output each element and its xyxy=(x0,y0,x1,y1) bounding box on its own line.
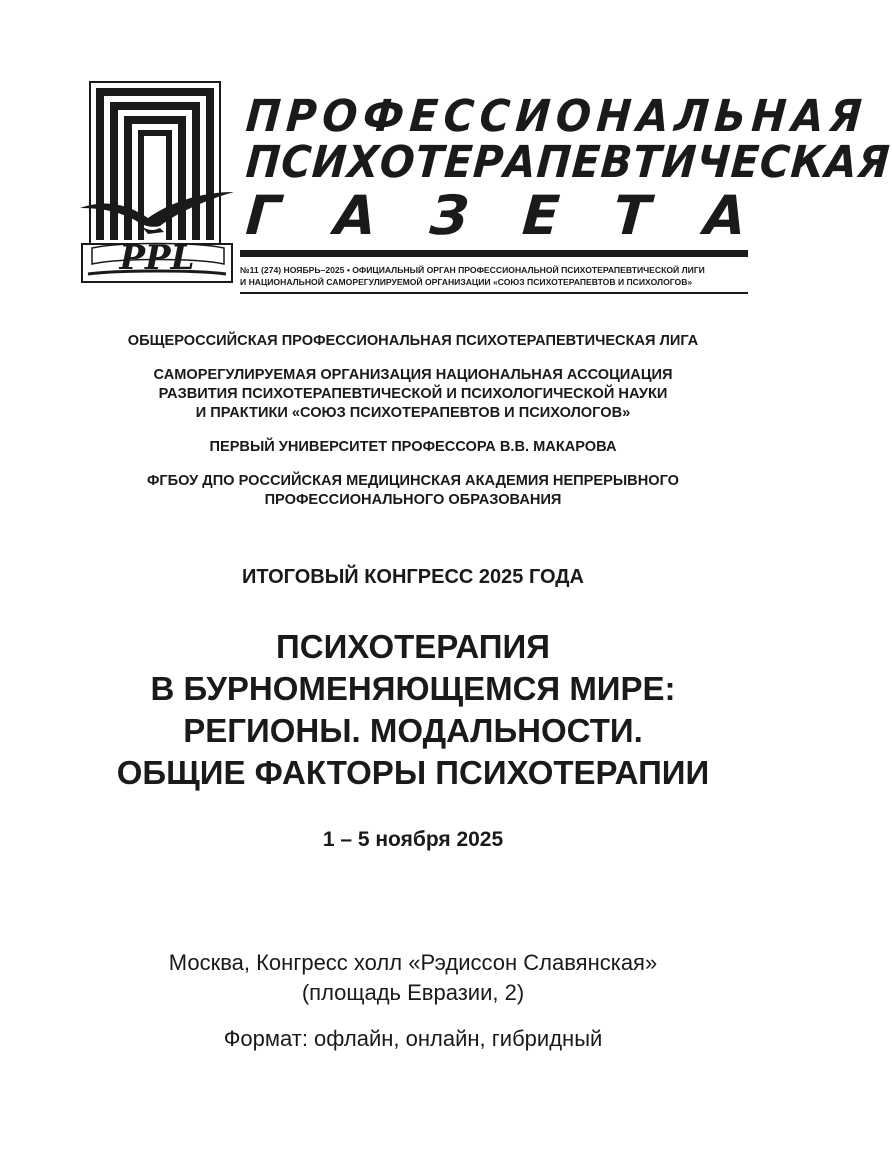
event-format: Формат: офлайн, онлайн, гибридный xyxy=(223,1026,603,1051)
title-letter: А xyxy=(332,184,379,247)
organizer-4 xyxy=(60,472,766,510)
event-dates: 1 – 5 ноября 2025 xyxy=(322,828,504,851)
title-letter: Т xyxy=(611,184,653,247)
title-line-3 xyxy=(243,184,749,247)
issue-info-line-1: №11 (274) НОЯБРЬ–2025 • ОФИЦИАЛЬНЫЙ ОРГАН ПРОФЕССИОНАЛЬНОЙ ПСИХОТЕРАПЕВТИЧЕСКОЙ ЛИГИ xyxy=(240,265,705,275)
venue-line-1: Москва, Конгресс холл «Рэдиссон Славянская» xyxy=(168,950,658,975)
event-title-line: ПСИХОТЕРАПИЯ xyxy=(276,628,550,665)
newspaper-title xyxy=(243,91,892,247)
title-letter: Е xyxy=(520,184,562,247)
organizer-2 xyxy=(60,366,766,423)
congress-heading: ИТОГОВЫЙ КОНГРЕСС 2025 ГОДА xyxy=(241,566,584,588)
title-line-2 xyxy=(244,137,892,188)
organizer-4-line-2: ПРОФЕССИОНАЛЬНОГО ОБРАЗОВАНИЯ xyxy=(264,492,562,508)
title-line-1 xyxy=(244,91,869,142)
title-line-2-text: ПСИХОТЕРАПЕВТИЧЕСКАЯ xyxy=(244,137,892,188)
title-letter: З xyxy=(427,184,471,247)
organizer-4-line-1: ФГБОУ ДПО РОССИЙСКАЯ МЕДИЦИНСКАЯ АКАДЕМИЯ НЕПРЕРЫВНОГО xyxy=(146,473,680,489)
event-title-line: В БУРНОМЕНЯЮЩЕМСЯ МИРЕ: xyxy=(150,670,676,707)
event-title xyxy=(40,626,786,794)
title-letter: Г xyxy=(243,184,283,247)
event-title-line: ОБЩИЕ ФАКТОРЫ ПСИХОТЕРАПИИ xyxy=(116,754,710,791)
event-title-line: РЕГИОНЫ. МОДАЛЬНОСТИ. xyxy=(183,712,643,749)
venue-line-2: (площадь Евразии, 2) xyxy=(301,980,525,1005)
title-letter: А xyxy=(702,184,749,247)
logo-text: PPL xyxy=(119,238,195,278)
organizer-1: ОБЩЕРОССИЙСКАЯ ПРОФЕССИОНАЛЬНАЯ ПСИХОТЕРАПЕВТИЧЕСКАЯ ЛИГА xyxy=(127,333,699,349)
title-line-1-text: ПРОФЕССИОНАЛЬНАЯ xyxy=(244,91,869,142)
issue-info-line-2: И НАЦИОНАЛЬНОЙ САМОРЕГУЛИРУЕМОЙ ОРГАНИЗАЦИИ «СОЮЗ ПСИХОТЕРАПЕВТОВ И ПСИХОЛОГОВ» xyxy=(240,277,693,287)
masthead-divider-thick xyxy=(240,250,748,257)
masthead-divider-thin xyxy=(240,292,748,294)
ppl-emblem-seagull-icon xyxy=(78,80,236,288)
organizer-3: ПЕРВЫЙ УНИВЕРСИТЕТ ПРОФЕССОРА В.В. МАКАРОВА xyxy=(209,439,617,455)
issue-info xyxy=(240,264,748,288)
organizer-2-line-1: САМОРЕГУЛИРУЕМАЯ ОРГАНИЗАЦИЯ НАЦИОНАЛЬНАЯ АССОЦИАЦИЯ xyxy=(153,367,673,383)
organizer-2-line-2: РАЗВИТИЯ ПСИХОТЕРАПЕВТИЧЕСКОЙ И ПСИХОЛОГИЧЕСКОЙ НАУКИ xyxy=(158,386,668,402)
event-venue xyxy=(60,948,766,1008)
organizer-2-line-3: И ПРАКТИКИ «СОЮЗ ПСИХОТЕРАПЕВТОВ И ПСИХОЛОГОВ» xyxy=(195,405,631,421)
